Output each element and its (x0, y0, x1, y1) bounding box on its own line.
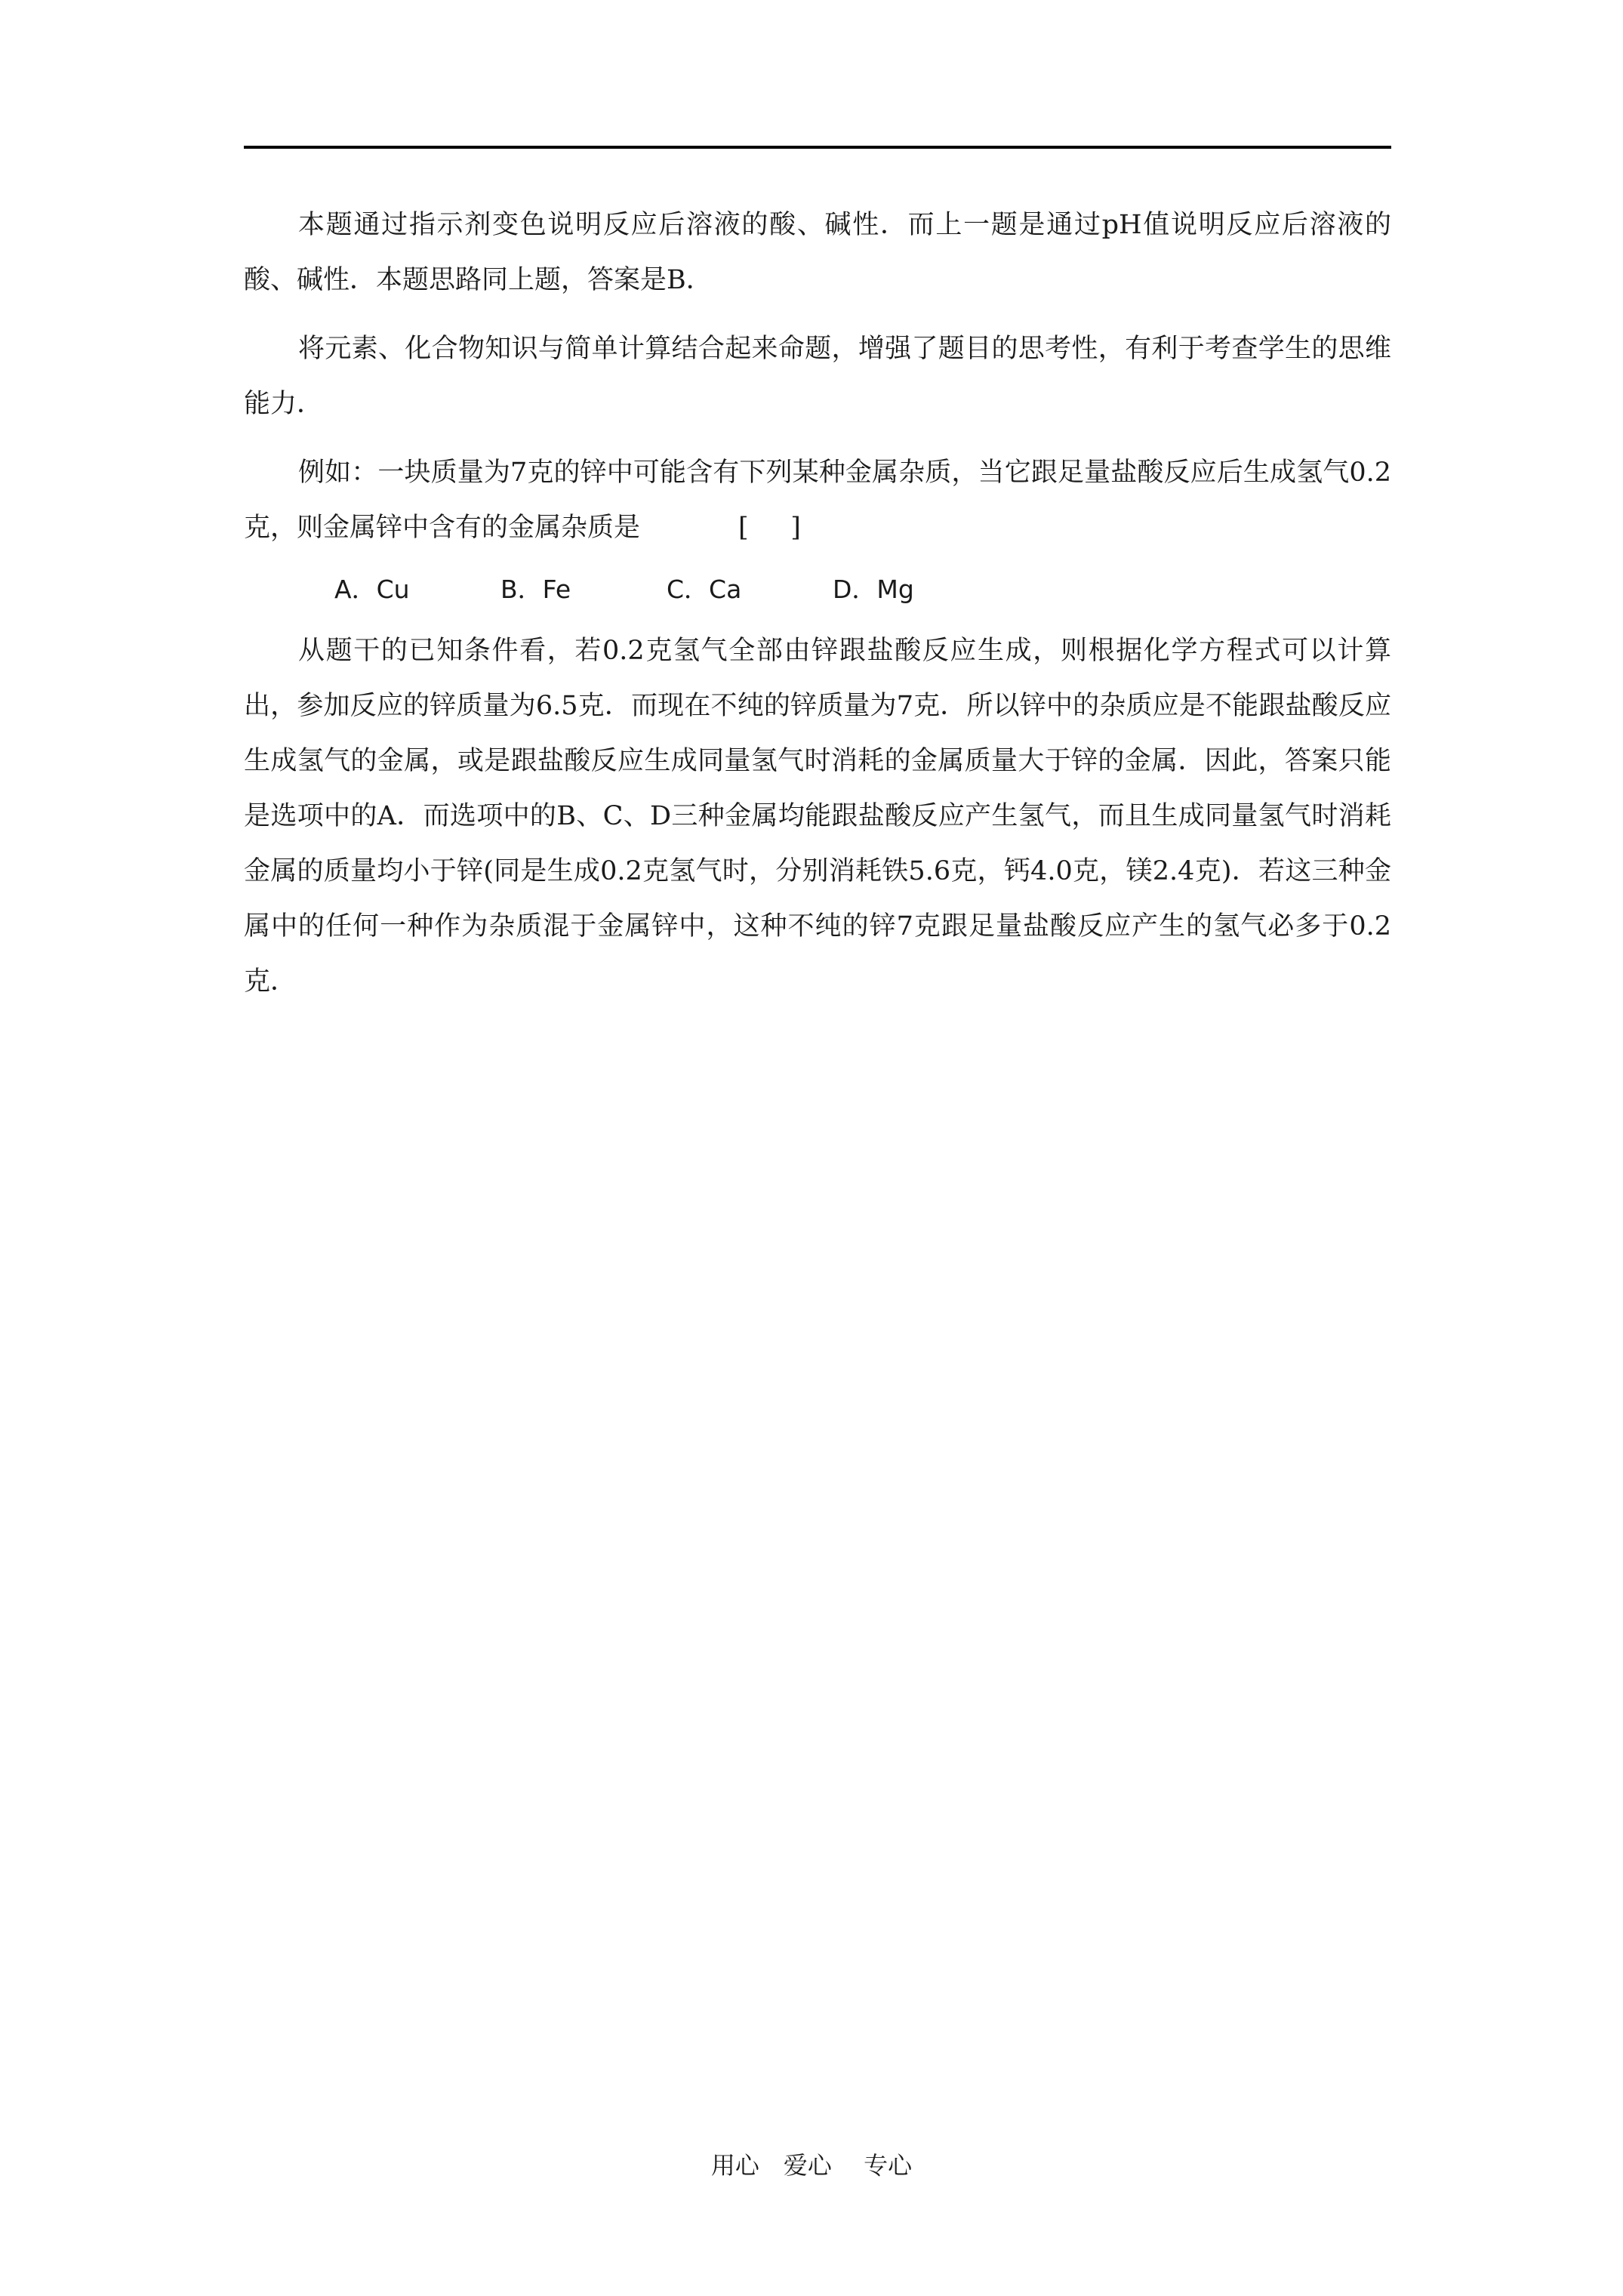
option-d: D．Mg (833, 575, 914, 604)
option-a: A．Cu (334, 575, 410, 604)
answer-options (244, 556, 1391, 624)
paragraph-indicator-explanation: 本题通过指示剂变色说明反应后溶液的酸、碱性．而上一题是通过pH值说明反应后溶液的酸、碱性．本题思路同上题，答案是B． (244, 210, 1391, 295)
option-b: B．Fe (500, 575, 571, 604)
header-rule (244, 146, 1391, 149)
example-question-text: 例如：一块质量为7克的锌中可能含有下列某种金属杂质，当它跟足量盐酸反应后生成氢气0.2克，则金属锌中含有的金属杂质是 (244, 458, 1391, 543)
document-body (244, 198, 1391, 1009)
paragraph-problem-design: 将元素、化合物知识与简单计算结合起来命题，增强了题目的思考性，有利于考查学生的思维能力． (244, 334, 1391, 419)
page-footer: 用心 爱心 专心 (710, 2151, 913, 2180)
answer-bracket: [ ] (738, 513, 801, 543)
paragraph-example-question (244, 445, 1391, 556)
option-c: C．Ca (667, 575, 742, 604)
paragraph-solution-analysis: 从题干的已知条件看，若0.2克氢气全部由锌跟盐酸反应生成，则根据化学方程式可以计算出，参加反应的锌质量为6.5克．而现在不纯的锌质量为7克．所以锌中的杂质应是不能跟盐酸反应生成氢气的金属，或是跟盐酸反应生成同量氢气时消耗的金属质量大于锌的金属．因此，答案只能是选项中的A．而选项中的B、C、D三种金属均能跟盐酸反应产生氢气，而且生成同量氢气时消耗金属的质量均小于锌(同是生成0.2克氢气时，分别消耗铁5.6克，钙4.0克，镁2.4克)．若这三种金属中的任何一种作为杂质混于金属锌中，这种不纯的锌7克跟足量盐酸反应产生的氢气必多于0.2克． (244, 636, 1391, 997)
